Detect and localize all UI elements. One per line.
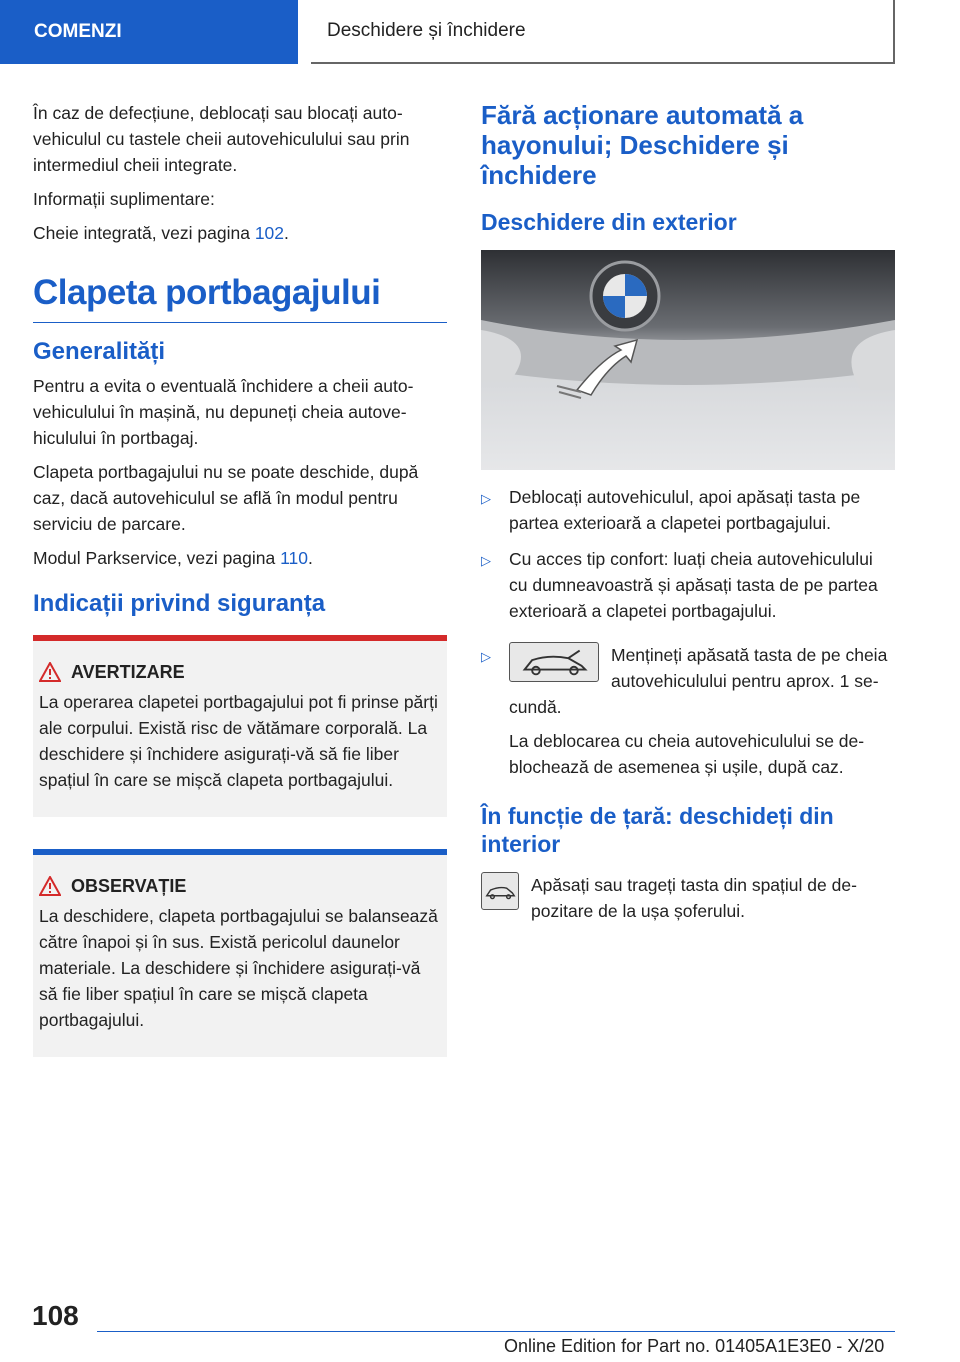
warning-triangle-icon — [39, 662, 61, 682]
heading-open-inside: În funcție de țară: deschideți din interior — [481, 803, 834, 857]
note-text: La deschidere, clapeta portbagajului se balansează către înapoi și în sus. Există pericolul daunelor materiale. La deschidere și închidere asigurați-vă să fie liber spațiul în care se mișcă clapeta portbagajului. — [39, 906, 438, 1030]
instruction-item-2 — [481, 546, 895, 624]
page-number: 108 — [32, 1300, 79, 1331]
interior-trunk-button-icon — [481, 872, 519, 910]
tailgate-button-photo — [481, 250, 895, 470]
note-box — [33, 849, 447, 1057]
inside-instruction-text: Apăsați sau trageți tasta din spațiul de depozitare de la ușa șoferului. — [531, 875, 857, 921]
left-column — [33, 100, 447, 1057]
chapter-title: Deschidere și închidere — [311, 0, 895, 64]
intro-ref-text: Cheie integrată, vezi pagina — [33, 223, 255, 243]
page-link-102[interactable]: 102 — [254, 223, 285, 243]
arrow-bullet-icon: ▷ — [481, 553, 491, 568]
section-heading-tailgate: Clapeta portbagajului — [33, 270, 447, 323]
warning-text: La operarea clapetei portbagajului pot fi prinse părți ale corpului. Există risc de vătămare corporală. La deschidere și închidere asigurați-vă să fie liber spațiul în care se mișcă clapeta portbagajului. — [39, 692, 438, 790]
instruction-text-3: Mențineți apăsată tasta de pe cheia autovehiculului pentru aprox. 1 secundă. — [509, 645, 888, 717]
footer-divider — [97, 1331, 895, 1332]
inside-instruction — [481, 872, 895, 924]
heading-open-outside: Deschidere din exterior — [481, 209, 737, 235]
heading-safety: Indicații privind siguranța — [33, 590, 326, 617]
edition-text: Online Edition for Part no. 01405A1E3E0 - X/20 — [504, 1336, 885, 1356]
instruction-text-2: Cu acces tip confort: luați cheia autovehiculului cu dumneavoastră și apăsați tasta de pe partea exterioară a clapetei portbagajului. — [509, 549, 878, 621]
right-column — [481, 100, 895, 924]
intro-paragraph-3 — [33, 220, 447, 246]
warning-box — [33, 635, 447, 817]
heading-no-auto-tailgate: Fără acționare automată a hayonului; Deschidere și închidere — [481, 100, 804, 190]
general-paragraph-1: Pentru a evita o eventuală închidere a cheii autovehiculului în mașină, nu depuneți cheia autovehiculului în portbagaj. — [33, 376, 414, 448]
general-paragraph-2: Clapeta portbagajului nu se poate deschide, după caz, dacă autovehiculul se află în modul pentru serviciu de parcare. — [33, 462, 419, 534]
warning-label: AVERTIZARE — [71, 662, 185, 682]
general-paragraph-3 — [33, 545, 447, 571]
instruction-3-content — [509, 642, 895, 788]
instruction-item-1 — [481, 484, 895, 536]
period: . — [307, 548, 313, 568]
parkservice-ref-text: Modul Parkservice, vezi pagina — [33, 548, 281, 568]
note-title — [39, 873, 441, 899]
intro-paragraph-1: În caz de defecțiune, deblocați sau blocați autovehiculul cu tastele cheii autovehiculului sau prin intermediul cheii integrate. — [33, 103, 410, 175]
instruction-3-subtext: La deblocarea cu cheia autovehiculului se deblochează de asemenea și ușile, după caz. — [509, 731, 865, 777]
arrow-bullet-icon: ▷ — [481, 649, 491, 664]
arrow-bullet-icon: ▷ — [481, 491, 491, 506]
page-link-110[interactable]: 110 — [280, 548, 308, 568]
period: . — [284, 223, 289, 243]
instruction-item-3 — [481, 642, 895, 788]
instruction-text-1: Deblocați autovehiculul, apoi apăsați tasta pe partea exterioară a clapetei portbagajului. — [509, 487, 861, 533]
note-label: OBSERVAȚIE — [71, 876, 187, 896]
heading-general: Generalități — [33, 338, 166, 365]
notice-triangle-icon — [39, 876, 61, 896]
warning-title — [39, 659, 441, 685]
section-tab: COMENZI — [0, 0, 298, 64]
car-trunk-key-icon — [509, 642, 599, 682]
intro-paragraph-2: Informații suplimentare: — [33, 189, 215, 209]
